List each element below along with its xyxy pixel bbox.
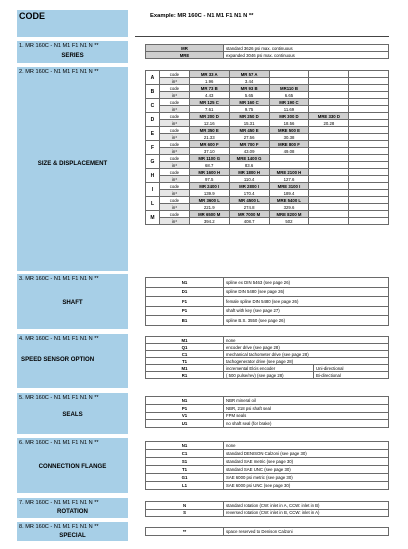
size-code-cell: [309, 211, 349, 218]
option-code: P1: [146, 404, 224, 412]
displacement-cell: 68.7: [189, 162, 229, 169]
displacement-cell: [309, 190, 349, 197]
option-desc: encoder drive (see page 28): [224, 344, 389, 351]
size-code-cell: [349, 183, 389, 190]
size-code-cell: MR 93 B: [229, 85, 269, 92]
table-row: [146, 106, 389, 113]
table-row: [146, 162, 389, 169]
size-code-line: 2. MR 160C - N1 M1 F1 N1 N **: [19, 69, 99, 75]
special-label: [17, 522, 128, 541]
size-code-cell: MRE 800 F: [269, 141, 309, 148]
option-code: F1: [146, 297, 224, 307]
size-code-cell: MR 190 C: [269, 99, 309, 106]
size-code-cell: MR 6500 M: [189, 211, 229, 218]
option-code: S1: [146, 458, 224, 466]
option-desc: SAE 6000 psi metric (see page 30): [224, 474, 389, 482]
row-label-code: code: [159, 127, 189, 134]
displacement-cell: 408.7: [229, 218, 269, 225]
option-code: L1: [146, 482, 224, 490]
size-code-cell: MR 250 D: [229, 113, 269, 120]
option-code: N1: [146, 397, 224, 405]
size-code-cell: [269, 155, 309, 162]
displacement-cell: 110.4: [229, 176, 269, 183]
row-label-unit: in³: [159, 204, 189, 211]
size-code-cell: MRE 3100 I: [269, 183, 309, 190]
table-row: [146, 316, 389, 326]
size-code-cell: [309, 155, 349, 162]
size-group-letter: G: [146, 155, 160, 169]
sensor-table: [145, 336, 389, 379]
row-label-unit: in³: [159, 106, 189, 113]
size-code-cell: [349, 211, 389, 218]
option-code: C1: [146, 450, 224, 458]
size-code-cell: [349, 141, 389, 148]
option-code: Q1: [146, 344, 224, 351]
row-label-unit: in³: [159, 162, 189, 169]
table-row: [146, 85, 389, 92]
option-desc: tachogenerator drive (see page 28): [224, 358, 389, 365]
displacement-cell: [269, 162, 309, 169]
size-code-cell: MR 57 A: [229, 71, 269, 78]
displacement-cell: [309, 218, 349, 225]
table-row: [146, 412, 389, 420]
size-group-letter: M: [146, 211, 160, 225]
table-row: [146, 148, 389, 155]
series-name: SERIES: [61, 52, 84, 59]
option-code: N: [146, 502, 224, 510]
displacement-cell: 27.56: [229, 134, 269, 141]
displacement-cell: [349, 162, 389, 169]
table-row: [146, 287, 389, 297]
displacement-cell: 37.10: [189, 148, 229, 155]
table-row: [146, 45, 389, 52]
row-label-code: code: [159, 113, 189, 120]
size-code-cell: MR 1600 H: [189, 169, 229, 176]
table-row: [146, 176, 389, 183]
displacement-cell: 15.31: [229, 120, 269, 127]
size-code-cell: MR 4500 L: [229, 197, 269, 204]
table-row: [146, 134, 389, 141]
table-row: [146, 344, 389, 351]
displacement-cell: 18.56: [269, 120, 309, 127]
option-extra: Uni-directional: [314, 365, 389, 372]
size-code-cell: [349, 71, 389, 78]
option-code: N1: [146, 278, 224, 288]
displacement-cell: 97.5: [189, 176, 229, 183]
example-text: Example: MR 160C - N1 M1 F1 N1 N **: [150, 13, 254, 19]
table-row: [146, 404, 389, 412]
table-row: [146, 351, 389, 358]
table-row: [146, 204, 389, 211]
table-row: [146, 502, 389, 510]
row-label-unit: in³: [159, 218, 189, 225]
row-label-unit: in³: [159, 92, 189, 99]
option-desc: standard DENISON Calzoni (see page 30): [224, 450, 389, 458]
option-desc: space reserved to Denison Calzoni: [224, 528, 389, 536]
option-code: N1: [146, 442, 224, 450]
sensor-code-line: 4. MR 160C - N1 M1 F1 N1 N **: [19, 336, 99, 342]
displacement-cell: [269, 78, 309, 85]
option-code: T1: [146, 466, 224, 474]
option-code: G1: [146, 474, 224, 482]
option-desc: spline B.S. 3550 (see page 26): [224, 316, 389, 326]
table-row: [146, 466, 389, 474]
table-row: [146, 52, 389, 59]
size-code-cell: [309, 71, 349, 78]
size-name: SIZE & DISPLACEMENT: [37, 160, 108, 167]
displacement-cell: [309, 134, 349, 141]
displacement-cell: 274.8: [229, 204, 269, 211]
displacement-cell: 189.4: [269, 190, 309, 197]
shaft-name: SHAFT: [62, 299, 83, 306]
displacement-cell: [309, 92, 349, 99]
option-desc: standard 3626 psi max. continuous: [224, 45, 389, 52]
table-row: [146, 337, 389, 344]
table-row: [146, 458, 389, 466]
size-code-cell: MR 73 B: [189, 85, 229, 92]
row-label-unit: in³: [159, 148, 189, 155]
row-label-unit: in³: [159, 78, 189, 85]
table-row: [146, 450, 389, 458]
size-group-letter: E: [146, 127, 160, 141]
seals-table: [145, 396, 389, 428]
option-code: P1: [146, 306, 224, 316]
option-desc: SAE 6000 psi UNC (see page 30): [224, 482, 389, 490]
displacement-cell: [349, 204, 389, 211]
size-code-cell: MR 600 F: [189, 141, 229, 148]
size-code-cell: [269, 71, 309, 78]
table-row: [146, 420, 389, 428]
table-row: [146, 482, 389, 490]
size-code-cell: [349, 155, 389, 162]
displacement-cell: 6.65: [269, 92, 309, 99]
size-code-cell: [309, 141, 349, 148]
table-row: [146, 78, 389, 85]
displacement-cell: [309, 106, 349, 113]
size-code-cell: MR 2800 I: [229, 183, 269, 190]
table-row: [146, 155, 389, 162]
option-code: S: [146, 509, 224, 517]
size-code-cell: MR 450 E: [229, 127, 269, 134]
size-code-cell: MRE 8200 M: [269, 211, 309, 218]
size-code-cell: MRE 500 E: [269, 127, 309, 134]
displacement-cell: 11.69: [269, 106, 309, 113]
displacement-cell: 83.6: [229, 162, 269, 169]
displacement-cell: [309, 148, 349, 155]
displacement-cell: 329.6: [269, 204, 309, 211]
table-row: [146, 92, 389, 99]
rotation-code-line: 7. MR 160C - N1 M1 F1 N1 N **: [19, 500, 99, 506]
option-code: C1: [146, 351, 224, 358]
table-row: [146, 397, 389, 405]
option-desc: reversed rotation (CW: inlet in B, CCW: inlet in A): [224, 509, 389, 517]
size-group-letter: H: [146, 169, 160, 183]
size-code-cell: MR110 B: [269, 85, 309, 92]
size-code-cell: [309, 99, 349, 106]
series-code-line: 1. MR 160C - N1 M1 F1 N1 N **: [19, 43, 99, 49]
size-code-cell: [349, 99, 389, 106]
displacement-cell: 30.38: [269, 134, 309, 141]
size-code-cell: MRE 1400 G: [229, 155, 269, 162]
displacement-cell: 4.43: [189, 92, 229, 99]
option-desc: FPM seals: [224, 412, 389, 420]
option-desc: ( 500 pulse/rev) (see page 28): [224, 372, 314, 379]
displacement-cell: 9.75: [229, 106, 269, 113]
header-divider: [135, 36, 389, 37]
size-code-cell: MR 33 A: [189, 71, 229, 78]
table-row: [146, 297, 389, 307]
flange-label: [17, 438, 128, 493]
flange-table: [145, 441, 389, 490]
size-code-cell: MRE 330 D: [309, 113, 349, 120]
table-row: [146, 365, 389, 372]
size-group-letter: F: [146, 141, 160, 155]
size-code-cell: MR 2400 I: [189, 183, 229, 190]
special-name: SPECIAL: [59, 532, 86, 539]
option-desc: standard SAE UNC (see page 30): [224, 466, 389, 474]
option-desc: spline DIN 5480 (see page 26): [224, 287, 389, 297]
displacement-cell: 12.16: [189, 120, 229, 127]
displacement-cell: 49.08: [269, 148, 309, 155]
size-displacement-table: [145, 70, 389, 225]
displacement-cell: [309, 204, 349, 211]
size-code-cell: MR 160 C: [229, 99, 269, 106]
displacement-cell: 394.2: [189, 218, 229, 225]
row-label-code: code: [159, 99, 189, 106]
displacement-cell: 5.65: [229, 92, 269, 99]
shaft-table: [145, 277, 389, 326]
option-desc: standard SAE metric (see page 30): [224, 458, 389, 466]
option-code: U1: [146, 420, 224, 428]
displacement-cell: [349, 218, 389, 225]
code-header-box: [17, 10, 128, 37]
size-group-letter: L: [146, 197, 160, 211]
displacement-cell: 1.96: [189, 78, 229, 85]
option-desc: NBR, 218 psi shaft seal: [224, 404, 389, 412]
displacement-cell: [309, 162, 349, 169]
option-code: T1: [146, 358, 224, 365]
code-title: CODE: [19, 11, 46, 21]
table-row: [146, 528, 389, 536]
size-code-cell: MRE 5400 L: [269, 197, 309, 204]
option-code: B1: [146, 316, 224, 326]
displacement-cell: [349, 190, 389, 197]
row-label-unit: in³: [159, 134, 189, 141]
row-label-code: code: [159, 141, 189, 148]
row-label-code: code: [159, 71, 189, 78]
table-row: [146, 474, 389, 482]
option-desc: no shaft seal (for brake): [224, 420, 389, 428]
table-row: [146, 211, 389, 218]
option-code: MR: [146, 45, 224, 52]
special-table: [145, 527, 389, 536]
table-row: [146, 372, 389, 379]
size-group-letter: A: [146, 71, 160, 85]
row-label-unit: in³: [159, 120, 189, 127]
displacement-cell: [349, 120, 389, 127]
option-code: M1: [146, 365, 224, 372]
table-row: [146, 190, 389, 197]
option-desc: expanded 3046 psi max. continuous: [224, 52, 389, 59]
option-desc: standard rotation (CW: inlet in A, CCW: inlet in B): [224, 502, 389, 510]
displacement-cell: 127.6: [269, 176, 309, 183]
table-row: [146, 197, 389, 204]
table-row: [146, 141, 389, 148]
option-desc: none: [224, 337, 389, 344]
size-code-cell: [349, 113, 389, 120]
rotation-name: ROTATION: [57, 508, 88, 515]
option-desc: shaft with key (see page 27): [224, 306, 389, 316]
row-label-code: code: [159, 183, 189, 190]
size-code-cell: [309, 85, 349, 92]
shaft-code-line: 3. MR 160C - N1 M1 F1 N1 N **: [19, 276, 99, 282]
table-row: [146, 113, 389, 120]
row-label-code: code: [159, 197, 189, 204]
displacement-cell: [349, 78, 389, 85]
table-row: [146, 442, 389, 450]
option-desc: spline ex DIN 5463 (see page 26): [224, 278, 389, 288]
displacement-cell: 502: [269, 218, 309, 225]
table-row: [146, 120, 389, 127]
size-code-cell: [309, 197, 349, 204]
table-row: [146, 218, 389, 225]
size-code-cell: MRE 2100 H: [269, 169, 309, 176]
size-code-cell: [349, 197, 389, 204]
seals-label: [17, 393, 128, 434]
size-code-cell: MR 350 E: [189, 127, 229, 134]
row-label-code: code: [159, 155, 189, 162]
option-code: **: [146, 528, 224, 536]
option-code: D1: [146, 287, 224, 297]
sensor-name: SPEED SENSOR OPTION: [21, 356, 95, 363]
size-code-cell: [309, 169, 349, 176]
table-row: [146, 278, 389, 288]
sensor-label: [17, 334, 128, 388]
displacement-cell: 7.61: [189, 106, 229, 113]
displacement-cell: 21.33: [189, 134, 229, 141]
special-code-line: 8. MR 160C - N1 M1 F1 N1 N **: [19, 524, 99, 530]
displacement-cell: 221.9: [189, 204, 229, 211]
size-code-cell: [349, 169, 389, 176]
row-label-unit: in³: [159, 176, 189, 183]
flange-code-line: 6. MR 160C - N1 M1 F1 N1 N **: [19, 440, 99, 446]
displacement-cell: 139.9: [189, 190, 229, 197]
size-code-cell: MR 200 D: [189, 113, 229, 120]
option-code: R1: [146, 372, 224, 379]
displacement-cell: 20.28: [309, 120, 349, 127]
displacement-cell: [349, 176, 389, 183]
series-label: [17, 41, 128, 63]
rotation-table: [145, 501, 389, 517]
displacement-cell: [349, 92, 389, 99]
size-code-cell: [309, 183, 349, 190]
size-code-cell: MR 3600 L: [189, 197, 229, 204]
seals-name: SEALS: [62, 411, 83, 418]
size-code-cell: MR 7000 M: [229, 211, 269, 218]
size-label: [17, 67, 128, 271]
table-row: [146, 183, 389, 190]
series-table: [145, 44, 389, 59]
displacement-cell: [349, 148, 389, 155]
option-code: V1: [146, 412, 224, 420]
size-code-cell: MR 1800 H: [229, 169, 269, 176]
size-code-cell: MR 1100 G: [189, 155, 229, 162]
displacement-cell: 3.44: [229, 78, 269, 85]
displacement-cell: [309, 78, 349, 85]
table-row: [146, 99, 389, 106]
table-row: [146, 71, 389, 78]
row-label-code: code: [159, 85, 189, 92]
size-code-cell: MR 300 D: [269, 113, 309, 120]
displacement-cell: 170.4: [229, 190, 269, 197]
size-group-letter: D: [146, 113, 160, 127]
row-label-code: code: [159, 211, 189, 218]
rotation-label: [17, 498, 128, 518]
table-row: [146, 306, 389, 316]
option-code: M1: [146, 337, 224, 344]
flange-name: CONNECTION FLANGE: [38, 463, 107, 470]
table-row: [146, 127, 389, 134]
option-desc: NBR mineral oil: [224, 397, 389, 405]
row-label-code: code: [159, 169, 189, 176]
displacement-cell: [349, 106, 389, 113]
displacement-cell: 43.09: [229, 148, 269, 155]
table-row: [146, 509, 389, 517]
option-desc: incremental Elcis encoder: [224, 365, 314, 372]
size-code-cell: [349, 85, 389, 92]
table-row: [146, 358, 389, 365]
row-label-unit: in³: [159, 190, 189, 197]
table-row: [146, 169, 389, 176]
option-desc: female spline DIN 5480 (see page 26): [224, 297, 389, 307]
size-code-cell: MR 125 C: [189, 99, 229, 106]
size-code-cell: MR 700 F: [229, 141, 269, 148]
seals-code-line: 5. MR 160C - N1 M1 F1 N1 N **: [19, 395, 99, 401]
option-code: MRE: [146, 52, 224, 59]
size-code-cell: [309, 127, 349, 134]
size-group-letter: I: [146, 183, 160, 197]
shaft-label: [17, 274, 128, 329]
option-desc: none: [224, 442, 389, 450]
size-code-cell: [349, 127, 389, 134]
option-desc: mechanical tachometer drive (see page 28): [224, 351, 389, 358]
displacement-cell: [309, 176, 349, 183]
size-group-letter: C: [146, 99, 160, 113]
displacement-cell: [349, 134, 389, 141]
size-group-letter: B: [146, 85, 160, 99]
option-extra: Bi-directional: [314, 372, 389, 379]
